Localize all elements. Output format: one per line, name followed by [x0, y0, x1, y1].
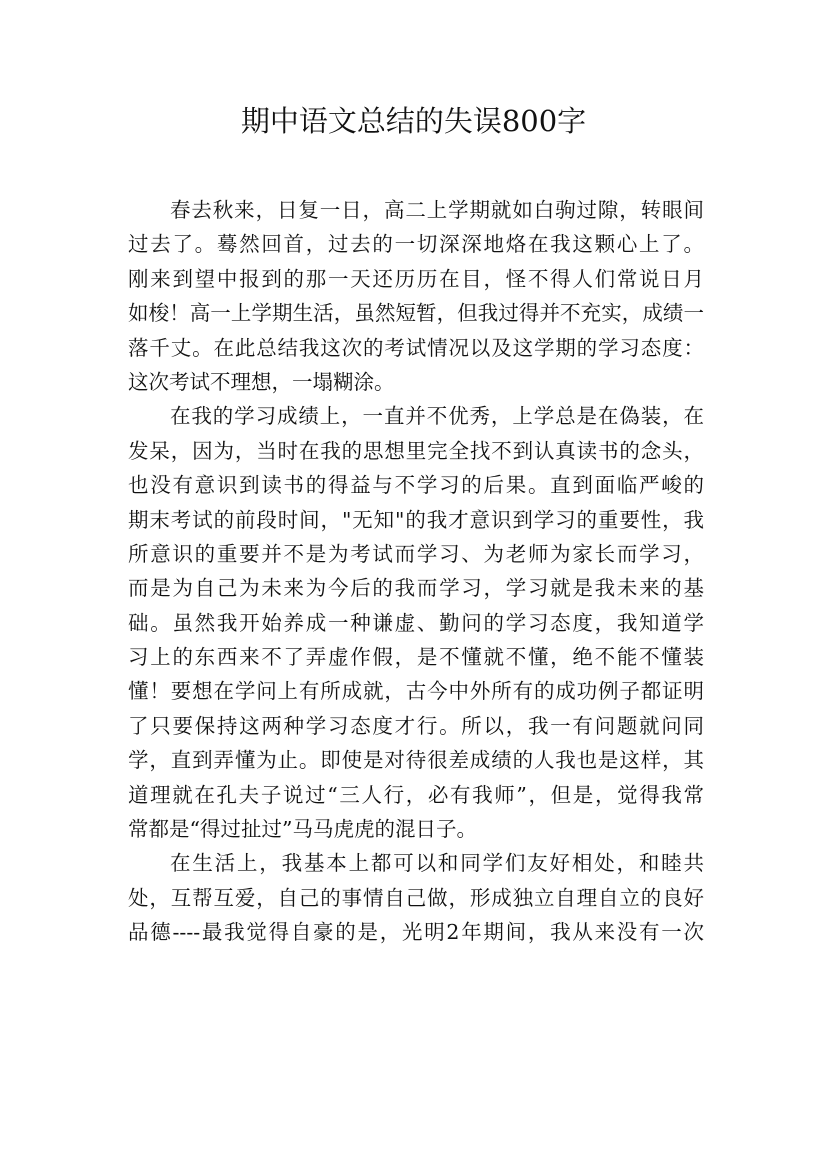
paragraph-line: 刚来到望中报到的那一天还历历在目，怪不得人们常说日月 — [128, 266, 704, 291]
document-body — [128, 193, 704, 950]
paragraph-line: 所意识的重要并不是为考试而学习、为老师为家长而学习， — [128, 541, 704, 566]
paragraph-line: 发呆，因为，当时在我的思想里完全找不到认真读书的念头， — [128, 438, 704, 463]
paragraph-line: 础。虽然我开始养成一种谦虚、勤问的学习态度，我知道学 — [128, 610, 704, 635]
paragraph-line: 落千丈。在此总结我这次的考试情况以及这学期的学习态度： — [128, 335, 704, 360]
paragraph-3 — [128, 846, 704, 949]
paragraph-line: 而是为自己为未来为今后的我而学习，学习就是我未来的基 — [128, 576, 704, 601]
paragraph-line: 懂！要想在学问上有所成就，古今中外所有的成功例子都证明 — [128, 679, 704, 704]
paragraph-line: 也没有意识到读书的得益与不学习的后果。直到面临严峻的 — [128, 473, 704, 498]
paragraph-line: 在我的学习成绩上，一直并不优秀，上学总是在偽装，在 — [170, 404, 704, 429]
document-title: 期中语文总结的失误800字 — [240, 104, 587, 138]
paragraph-line: 期末考试的前段时间，"无知"的我才意识到学习的重要性，我 — [128, 507, 704, 532]
paragraph-2 — [128, 399, 704, 846]
paragraph-line: 学，直到弄懂为止。即使是对待很差成绩的人我也是这样，其 — [128, 748, 704, 773]
paragraph-line: 品德----最我觉得自豪的是，光明2年期间，我从来没有一次 — [128, 920, 704, 945]
paragraph-line: 过去了。蓦然回首，过去的一切深深地烙在我这颗心上了。 — [128, 232, 704, 257]
paragraph-1 — [128, 193, 704, 399]
paragraph-line: 道理就在孔夫子说过“三人行，必有我师”，但是，觉得我常 — [128, 782, 704, 807]
paragraph-line: 处，互帮互爱，自己的事情自己做，形成独立自理自立的良好 — [128, 885, 704, 910]
paragraph-line: 春去秋来，日复一日，高二上学期就如白驹过隙，转眼间 — [170, 198, 704, 222]
paragraph-line: 习上的东西来不了弄虚作假，是不懂就不懂，绝不能不懂装 — [128, 645, 704, 670]
paragraph-line: 如梭！高一上学期生活，虽然短暂，但我过得并不充实，成绩一 — [128, 301, 704, 326]
paragraph-line: 常都是“得过扯过”马马虎虎的混日子。 — [128, 817, 477, 842]
paragraph-line: 这次考试不理想，一塌糊涂。 — [128, 369, 395, 394]
paragraph-line: 了只要保持这两种学习态度才行。所以，我一有问题就问同 — [128, 713, 704, 738]
paragraph-line: 在生活上，我基本上都可以和同学们友好相处，和睦共 — [170, 851, 704, 876]
